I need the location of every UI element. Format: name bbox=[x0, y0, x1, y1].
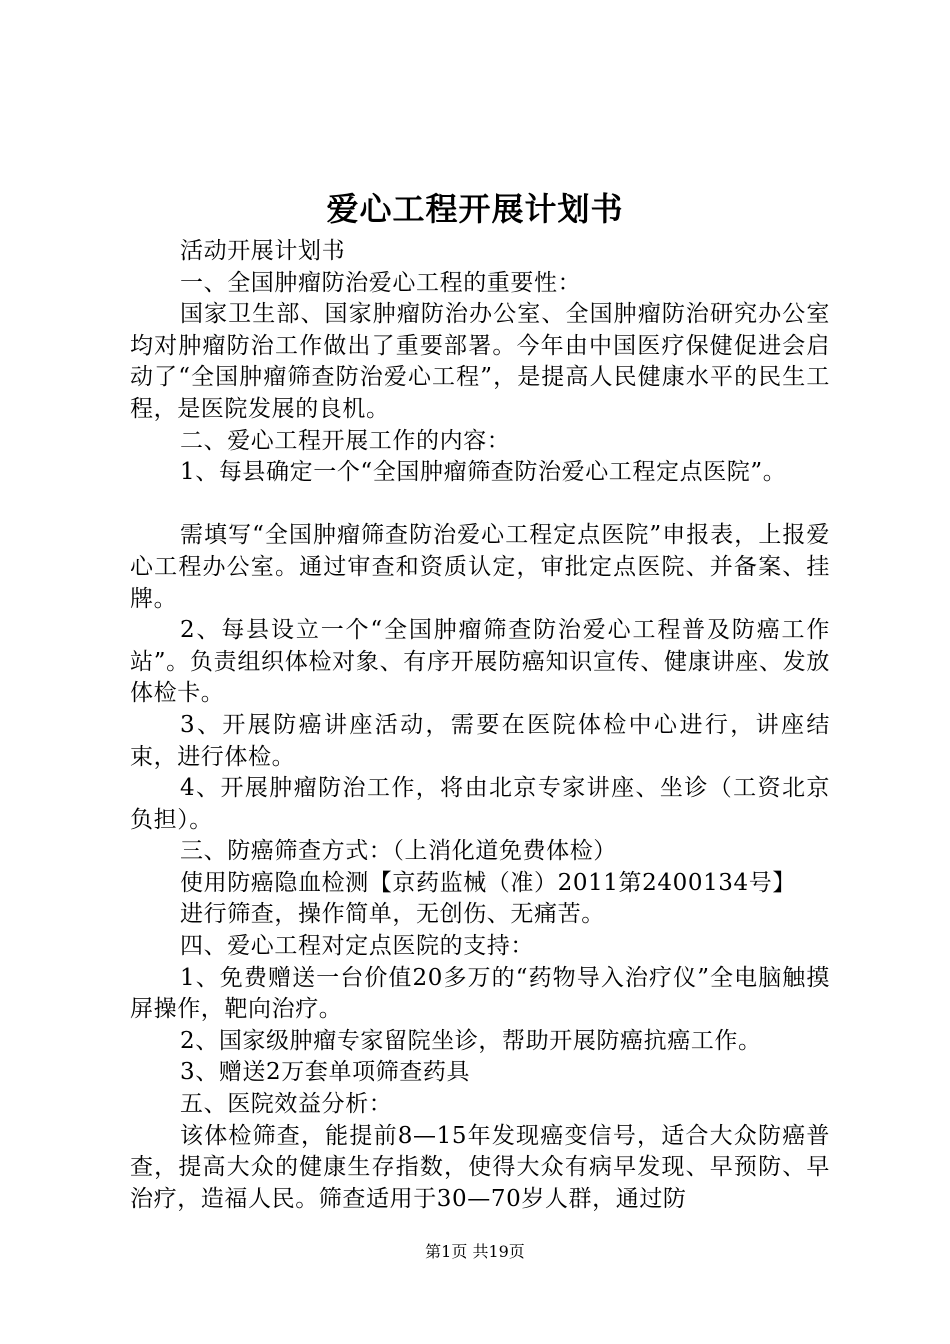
page-footer: 第1页 共19页 bbox=[425, 1242, 525, 1261]
section-heading: 三、防癌筛查方式：（上消化道免费体检） bbox=[180, 838, 617, 865]
list-item: 4、开展肿瘤防治工作，将由北京专家讲座、坐诊（工资北京负担）。 bbox=[130, 775, 830, 833]
document-title: 爱心工程开展计划书 bbox=[326, 190, 624, 228]
paragraph: 活动开展计划书 bbox=[180, 238, 346, 264]
paragraph: 该体检筛查，能提前8—15年发现癌变信号，适合大众防癌普查，提高大众的健康生存指数，使得大众有病早发现、早预防、早治疗，造福人民。筛查适用于30—70岁人群，通过防 bbox=[130, 1122, 830, 1212]
paragraph: 使用防癌隐血检测【京药监械（准）2011第2400134号】 bbox=[180, 869, 796, 896]
section-heading: 二、爱心工程开展工作的内容： bbox=[180, 427, 511, 454]
section-heading: 一、全国肿瘤防治爱心工程的重要性： bbox=[180, 269, 582, 296]
list-item: 2、每县设立一个“全国肿瘤筛查防治爱心工程普及防癌工作站”。负责组织体检对象、有序开展防癌知识宣传、健康讲座、发放体检卡。 bbox=[130, 617, 830, 707]
paragraph: 进行筛查，操作简单，无创伤、无痛苦。 bbox=[180, 901, 605, 928]
list-item: 1、每县确定一个“全国肿瘤筛查防治爱心工程定点医院”。 bbox=[180, 459, 787, 486]
section-heading: 五、医院效益分析： bbox=[180, 1091, 393, 1118]
blank-line bbox=[130, 489, 830, 521]
list-item: 3、赠送2万套单项筛查药具 bbox=[180, 1059, 471, 1086]
section-heading: 四、爱心工程对定点医院的支持： bbox=[180, 933, 534, 960]
list-item: 2、国家级肿瘤专家留院坐诊，帮助开展防癌抗癌工作。 bbox=[180, 1027, 762, 1054]
paragraph: 需填写“全国肿瘤筛查防治爱心工程定点医院”申报表，上报爱心工程办公室。通过审查和资质认定，审批定点医院、并备案、挂牌。 bbox=[130, 522, 830, 612]
document-body bbox=[130, 236, 830, 1215]
list-item: 3、开展防癌讲座活动，需要在医院体检中心进行，讲座结束，进行体检。 bbox=[130, 711, 830, 770]
paragraph: 国家卫生部、国家肿瘤防治办公室、全国肿瘤防治研究办公室均对肿瘤防治工作做出了重要部署。今年由中国医疗保健促进会启动了“全国肿瘤筛查防治爱心工程”，是提高人民健康水平的民生工程，是医院发展的良机。 bbox=[130, 301, 830, 422]
list-item: 1、免费赠送一台价值20多万的“药物导入治疗仪”全电脑触摸屏操作，靶向治疗。 bbox=[130, 964, 830, 1023]
